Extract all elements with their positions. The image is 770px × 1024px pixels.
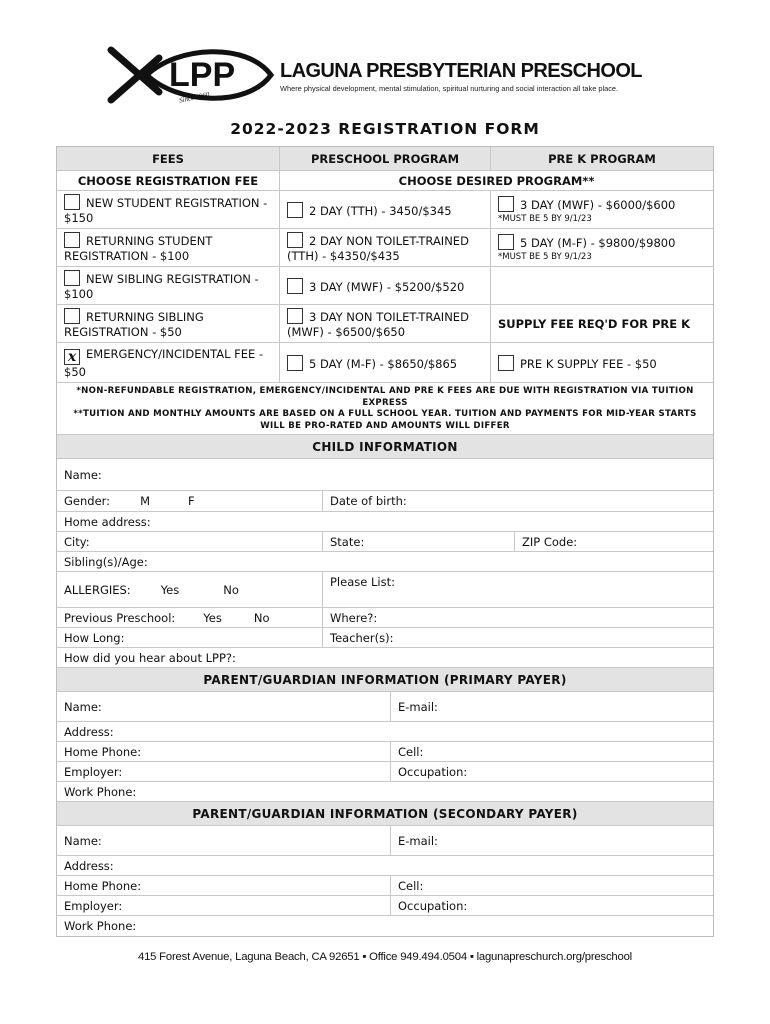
- how-long-field[interactable]: [57, 628, 323, 647]
- primary-occupation-field[interactable]: [391, 762, 713, 781]
- gender-m-option[interactable]: M: [140, 494, 150, 508]
- preschool-header: PRESCHOOL PROGRAM: [280, 147, 491, 170]
- city-row: [57, 532, 713, 552]
- field-label: Work Phone:: [64, 784, 137, 799]
- section-title: PARENT/GUARDIAN INFORMATION (PRIMARY PAYER): [203, 672, 567, 687]
- program-label: 2 DAY NON TOILET-TRAINED (TTH) - $4350/$435: [287, 234, 469, 263]
- previous-preschool-field[interactable]: [57, 608, 323, 627]
- prek-header: PRE K PROGRAM: [548, 151, 656, 166]
- fees-row: [57, 191, 713, 229]
- teachers-field[interactable]: [323, 628, 713, 647]
- field-label: Cell:: [398, 878, 424, 893]
- registration-form: [56, 146, 714, 937]
- field-label: Sibling(s)/Age:: [64, 554, 148, 569]
- logo-since: Since 1960: [178, 90, 211, 105]
- school-name: LAGUNA PRESBYTERIAN PRESCHOOL: [280, 60, 642, 82]
- allergies-yes-option[interactable]: Yes: [160, 582, 180, 597]
- fee-notes: [57, 383, 713, 435]
- zip-field[interactable]: [515, 532, 713, 551]
- section-title: CHILD INFORMATION: [312, 439, 458, 454]
- checkbox[interactable]: [498, 234, 514, 250]
- field-label: How Long:: [64, 630, 125, 645]
- city-field[interactable]: [57, 532, 323, 551]
- program-option-3day-non-toilet[interactable]: [280, 305, 491, 342]
- fee-label: RETURNING STUDENT REGISTRATION - $100: [64, 234, 213, 263]
- field-label: Please List:: [330, 575, 395, 589]
- field-label: ALLERGIES:: [64, 582, 131, 597]
- field-label: Occupation:: [398, 898, 468, 913]
- prek-option-5day[interactable]: [491, 229, 713, 266]
- field-label: Date of birth:: [330, 494, 407, 508]
- secondary-phone-row: [57, 876, 713, 896]
- secondary-payer-header: [57, 802, 713, 826]
- field-label: E-mail:: [398, 699, 438, 714]
- checkbox[interactable]: [498, 355, 514, 371]
- section-title: PARENT/GUARDIAN INFORMATION (SECONDARY PAYER): [192, 806, 578, 821]
- field-label: Employer:: [64, 898, 123, 913]
- field-label: Name:: [64, 699, 102, 714]
- primary-home-phone-field[interactable]: [57, 742, 391, 761]
- choose-fee-label: CHOOSE REGISTRATION FEE: [57, 171, 280, 190]
- primary-phone-row: [57, 742, 713, 762]
- checkbox[interactable]: [64, 194, 80, 210]
- primary-work-phone-field[interactable]: [57, 782, 713, 801]
- field-label: Address:: [64, 858, 114, 873]
- secondary-work-phone-field[interactable]: [57, 916, 713, 936]
- checkbox[interactable]: [64, 270, 80, 286]
- fees-subheader-row: [57, 171, 713, 191]
- field-label: Name:: [64, 833, 102, 848]
- secondary-work-phone-row: [57, 916, 713, 936]
- field-label: City:: [64, 534, 90, 549]
- program-option-3day[interactable]: [280, 267, 491, 304]
- fee-option-returning-sibling[interactable]: [57, 305, 280, 342]
- checkbox[interactable]: [287, 355, 303, 371]
- gender-f-option[interactable]: F: [188, 494, 195, 508]
- fee-label: RETURNING SIBLING REGISTRATION - $50: [64, 310, 204, 339]
- primary-address-field[interactable]: [57, 722, 713, 741]
- prek-note: *MUST BE 5 BY 9/1/23: [498, 252, 592, 262]
- previous-no-option[interactable]: No: [253, 610, 270, 625]
- secondary-email-field[interactable]: [391, 826, 713, 855]
- fee-option-emergency[interactable]: [57, 343, 280, 382]
- field-label: Gender:: [64, 494, 111, 508]
- how-heard-field[interactable]: [57, 648, 713, 667]
- prek-label: 5 DAY (M-F) - $9800/$9800: [520, 236, 676, 250]
- program-option-2day-non-toilet[interactable]: [280, 229, 491, 266]
- field-label: Occupation:: [398, 764, 468, 779]
- field-label: Name:: [64, 467, 102, 482]
- field-label: Teacher(s):: [330, 630, 394, 645]
- checkbox[interactable]: [287, 278, 303, 294]
- prek-option-3day[interactable]: [491, 191, 713, 228]
- primary-employer-field[interactable]: [57, 762, 391, 781]
- prek-note: *MUST BE 5 BY 9/1/23: [498, 214, 592, 224]
- secondary-occupation-field[interactable]: [391, 896, 713, 915]
- prek-supply-fee-option[interactable]: [491, 343, 713, 382]
- field-label: E-mail:: [398, 833, 438, 848]
- field-label: Address:: [64, 724, 114, 739]
- fee-label: NEW SIBLING REGISTRATION - $100: [64, 272, 259, 301]
- tagline: Where physical development, mental stimulation, spiritual nurturing and social interaction all take place.: [280, 84, 619, 93]
- primary-name-field[interactable]: [57, 692, 391, 721]
- program-label: 3 DAY (MWF) - $5200/$520: [309, 279, 465, 294]
- how-long-row: [57, 628, 713, 648]
- allergies-field[interactable]: [57, 572, 323, 607]
- note-tuition: **TUITION AND MONTHLY AMOUNTS ARE BASED ON A FULL SCHOOL YEAR. TUITION AND PAYMENTS FOR MID-YEAR STARTS WILL BE PRO-RATED AND AMOUNTS WILL DIFFER: [73, 409, 697, 431]
- form-title: 2022-2023 REGISTRATION FORM: [230, 120, 540, 138]
- secondary-address-field[interactable]: [57, 856, 713, 875]
- fees-header: FEES: [57, 147, 280, 170]
- checkbox[interactable]: [287, 232, 303, 248]
- checkbox[interactable]: [64, 232, 80, 248]
- allergies-row: [57, 572, 713, 608]
- checkbox[interactable]: [287, 308, 303, 324]
- field-label: Previous Preschool:: [64, 610, 176, 625]
- secondary-address-row: [57, 856, 713, 876]
- fees-row: [57, 229, 713, 267]
- header: [107, 44, 667, 106]
- program-option-5day[interactable]: [280, 343, 491, 382]
- secondary-name-field[interactable]: [57, 826, 391, 855]
- note-nonrefundable: *NON-REFUNDABLE REGISTRATION, EMERGENCY/INCIDENTAL AND PRE K FEES ARE DUE WITH REGISTRATION VIA TUITION EXPRESS: [76, 386, 694, 408]
- home-address-field[interactable]: [57, 512, 713, 531]
- choose-program-label: CHOOSE DESIRED PROGRAM**: [398, 173, 595, 188]
- primary-employer-row: [57, 762, 713, 782]
- allergies-no-option[interactable]: No: [223, 582, 239, 597]
- field-label: Cell:: [398, 744, 424, 759]
- primary-name-row: [57, 692, 713, 722]
- secondary-home-phone-field[interactable]: [57, 876, 391, 895]
- checkbox[interactable]: [64, 308, 80, 324]
- program-option-2day[interactable]: [280, 191, 491, 228]
- field-label: Where?:: [330, 610, 378, 625]
- field-label: Home Phone:: [64, 744, 142, 759]
- lpp-fish-logo: [107, 44, 277, 106]
- empty-cell: [491, 267, 713, 304]
- gender-field[interactable]: [57, 491, 323, 511]
- field-label: ZIP Code:: [522, 534, 578, 549]
- secondary-employer-field[interactable]: [57, 896, 391, 915]
- primary-work-phone-row: [57, 782, 713, 802]
- primary-payer-header: [57, 668, 713, 692]
- fees-header-row: [57, 147, 713, 171]
- where-field[interactable]: [323, 608, 713, 627]
- fees-row: [57, 343, 713, 383]
- field-label: Home address:: [64, 514, 151, 529]
- fee-option-new-student[interactable]: [57, 191, 280, 228]
- home-address-row: [57, 512, 713, 532]
- previous-preschool-row: [57, 608, 713, 628]
- prek-label: 3 DAY (MWF) - $6000/$600: [520, 198, 676, 212]
- primary-cell-field[interactable]: [391, 742, 713, 761]
- state-field[interactable]: [323, 532, 515, 551]
- child-info-header: [57, 435, 713, 459]
- child-gender-row: [57, 491, 713, 512]
- field-label: Work Phone:: [64, 919, 137, 933]
- secondary-cell-field[interactable]: [391, 876, 713, 895]
- fee-label: EMERGENCY/INCIDENTAL FEE - $50: [64, 346, 264, 379]
- dob-field[interactable]: [323, 491, 713, 511]
- supply-label: PRE K SUPPLY FEE - $50: [520, 356, 657, 371]
- footer-contact: 415 Forest Avenue, Laguna Beach, CA 92651 ▪ Office 949.494.0504 ▪ lagunapreschurch.org/preschool: [138, 951, 632, 963]
- allergies-list-field[interactable]: [323, 572, 713, 607]
- checkbox[interactable]: [498, 196, 514, 212]
- field-label: Home Phone:: [64, 878, 142, 893]
- secondary-name-row: [57, 826, 713, 856]
- fees-row: [57, 305, 713, 343]
- previous-yes-option[interactable]: Yes: [203, 610, 222, 625]
- fee-option-new-sibling[interactable]: [57, 267, 280, 304]
- primary-email-field[interactable]: [391, 692, 713, 721]
- field-label: How did you hear about LPP?:: [64, 650, 236, 665]
- secondary-employer-row: [57, 896, 713, 916]
- program-label: 2 DAY (TTH) - 3450/$345: [309, 203, 452, 218]
- child-name-field[interactable]: [57, 459, 713, 490]
- supply-fee-header: SUPPLY FEE REQ'D FOR PRE K: [498, 316, 691, 331]
- logo-text: LPP: [169, 56, 236, 94]
- program-label: 5 DAY (M-F) - $8650/$865: [309, 356, 458, 371]
- siblings-row: [57, 552, 713, 572]
- fees-row: [57, 267, 713, 305]
- checkbox-checked[interactable]: x: [64, 349, 80, 365]
- child-name-row: [57, 459, 713, 491]
- field-label: State:: [330, 534, 365, 549]
- how-heard-row: [57, 648, 713, 668]
- fee-option-returning-student[interactable]: [57, 229, 280, 266]
- field-label: Employer:: [64, 764, 123, 779]
- primary-address-row: [57, 722, 713, 742]
- program-label: 3 DAY NON TOILET-TRAINED (MWF) - $6500/$650: [287, 310, 469, 339]
- checkbox[interactable]: [287, 202, 303, 218]
- fee-label: NEW STUDENT REGISTRATION - $150: [64, 196, 268, 225]
- siblings-field[interactable]: [57, 552, 713, 571]
